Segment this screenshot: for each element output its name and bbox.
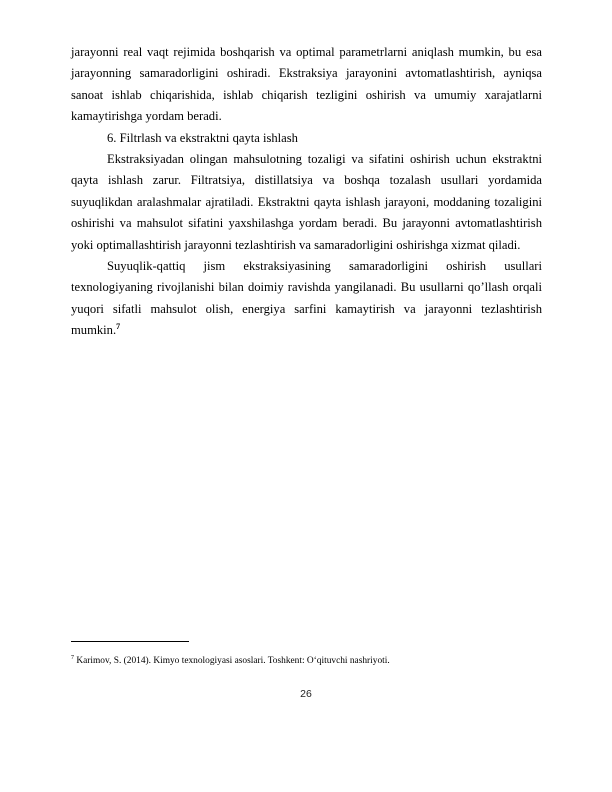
paragraph-section-2 bbox=[71, 256, 542, 342]
footnote bbox=[71, 655, 542, 667]
footnote-reference[interactable]: 7 bbox=[116, 322, 121, 332]
body-text bbox=[71, 42, 542, 342]
footnote-marker: 7 bbox=[71, 654, 74, 661]
section-heading: 6. Filtrlash va ekstraktni qayta ishlash bbox=[107, 130, 298, 145]
page-number: 26 bbox=[300, 688, 312, 700]
footnote-text: Karimov, S. (2014). Kimyo texnologiyasi asoslari. Toshkent: O‘qituvchi nashriyoti. bbox=[76, 656, 390, 666]
paragraph-section-2-text: Suyuqlik-qattiq jism ekstraksiyasining samaradorligini oshirish usullari texnologiyaning rivojlanishi bilan doimiy ravishda yangilanadi. Bu usullarni qo’llash orqali yuqori sifatli mahsulot olish, energiya sarfini kamaytirish va jarayonni tezlashtirish mumkin. bbox=[71, 259, 542, 338]
footnote-divider bbox=[71, 641, 189, 642]
paragraph-section-1: Ekstraksiyadan olingan mahsulotning tozaligi va sifatini oshirish uchun ekstraktni qayta ishlash zarur. Filtratsiya, distillatsiya va boshqa tozalash usullari yordamida suyuqlikdan aralashmalar ajratiladi. Ekstraktni qayta ishlash jarayoni, moddaning tozaligini oshirishi va mahsulot sifatini yaxshilashga yordam beradi. Bu jarayonni avtomatlashtirish yoki optimallashtirish jarayonni tezlashtirish va samaradorligini oshirishga xizmat qiladi. bbox=[71, 152, 542, 252]
paragraph-continuation: jarayonni real vaqt rejimida boshqarish va optimal parametrlarni aniqlash mumkin, bu esa jarayonning samaradorligini oshiradi. Ekstraksiya jarayonini avtomatlashtirish, ayniqsa sanoat ishlab chiqarishida, ishlab chiqarish tezligini oshirish va umumiy xarajatlarni kamaytirishga yordam beradi. bbox=[71, 45, 542, 124]
